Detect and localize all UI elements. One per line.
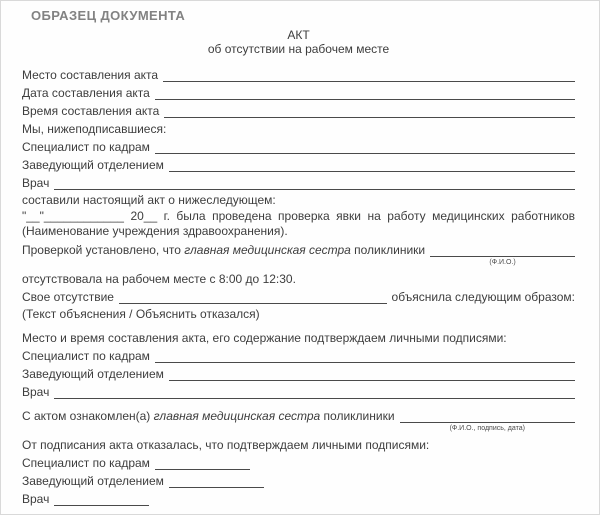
title-line-2: об отсутствии на рабочем месте — [207, 41, 390, 56]
blank-line-head — [169, 171, 575, 172]
signatory-row-hr — [22, 136, 575, 154]
refusal-blank-doctor — [54, 505, 149, 506]
sample-document-label: ОБРАЗЕЦ ДОКУМЕНТА — [31, 8, 186, 23]
refusal-row-doctor — [22, 488, 575, 506]
refusal-intro: От подписания акта отказалась, что подтверждаем личными подписями: — [22, 438, 430, 452]
acquainted-position: главная медицинская сестра — [153, 409, 321, 423]
established-text — [22, 244, 425, 257]
blank-line-explanation — [119, 303, 387, 304]
established-row — [22, 239, 575, 266]
refusal-role-hr: Специалист по кадрам — [22, 456, 150, 470]
field-label-date: Дата составления акта — [22, 86, 150, 100]
signatory-row-doctor — [22, 172, 575, 190]
role-label-hr: Специалист по кадрам — [22, 140, 150, 154]
blank-line-hr — [155, 153, 575, 154]
confirm-blank-doctor — [54, 398, 575, 399]
fio-caption: (Ф.И.О.) — [489, 259, 516, 266]
title-line-1: АКТ — [287, 28, 310, 42]
blank-line-doctor — [54, 189, 575, 190]
confirm-row-hr — [22, 345, 575, 363]
confirm-row-doctor — [22, 381, 575, 399]
confirm-role-head: Заведующий отделением — [22, 367, 164, 381]
confirm-role-hr: Специалист по кадрам — [22, 349, 150, 363]
confirm-role-doctor: Врач — [22, 385, 50, 399]
confirm-blank-head — [169, 380, 575, 381]
signatory-row-head — [22, 154, 575, 172]
fio-sign-date-caption: (Ф.И.О., подпись, дата) — [449, 425, 525, 432]
role-label-head: Заведующий отделением — [22, 158, 164, 172]
acquainted-row — [22, 405, 575, 432]
confirmation-intro: Место и время составления акта, его содержание подтверждаем личными подписями: — [22, 331, 507, 345]
field-row-date — [22, 82, 575, 100]
act-document — [1, 29, 599, 506]
blank-line-time — [164, 117, 575, 118]
acquainted-suffix: поликлиники — [323, 409, 395, 423]
signatories-intro: Мы, нижеподписавшиеся: — [22, 122, 167, 136]
field-row-time — [22, 100, 575, 118]
established-prefix: Проверкой установлено, что — [22, 243, 181, 257]
refusal-blank-hr — [155, 469, 250, 470]
established-position: главная медицинская сестра — [184, 243, 351, 257]
blank-line-date — [155, 99, 575, 100]
check-paragraph: "__"____________ 20__ г. была проведена проверка явки на работу медицинских работников (Наименование учреждения здравоохранения). — [22, 209, 575, 238]
field-label-time: Время составления акта — [22, 104, 160, 118]
act-intro: составили настоящий акт о нижеследующем: — [22, 193, 276, 207]
blank-line-fio — [430, 256, 575, 266]
absence-line: отсутствовала на рабочем месте с 8:00 до 12:30. — [22, 272, 296, 286]
document-title — [22, 29, 575, 56]
explanation-note: (Текст объяснения / Объяснить отказался) — [22, 307, 260, 321]
refusal-row-hr — [22, 452, 575, 470]
blank-line-place — [163, 81, 575, 82]
role-label-doctor: Врач — [22, 176, 50, 190]
blank-line-acquainted — [400, 422, 575, 432]
explanation-suffix: объяснила следующим образом: — [391, 290, 575, 304]
refusal-blank-head — [169, 487, 264, 488]
field-label-place: Место составления акта — [22, 68, 159, 82]
field-row-place — [22, 64, 575, 82]
refusal-role-doctor: Врач — [22, 492, 50, 506]
confirm-blank-hr — [155, 362, 575, 363]
refusal-row-head — [22, 470, 575, 488]
refusal-role-head: Заведующий отделением — [22, 474, 164, 488]
established-suffix: поликлиники — [354, 243, 426, 257]
acquainted-prefix: С актом ознакомлен(а) — [22, 409, 151, 423]
explanation-row — [22, 286, 575, 304]
acquainted-text — [22, 410, 395, 423]
confirm-row-head — [22, 363, 575, 381]
explanation-prefix: Свое отсутствие — [22, 290, 114, 304]
